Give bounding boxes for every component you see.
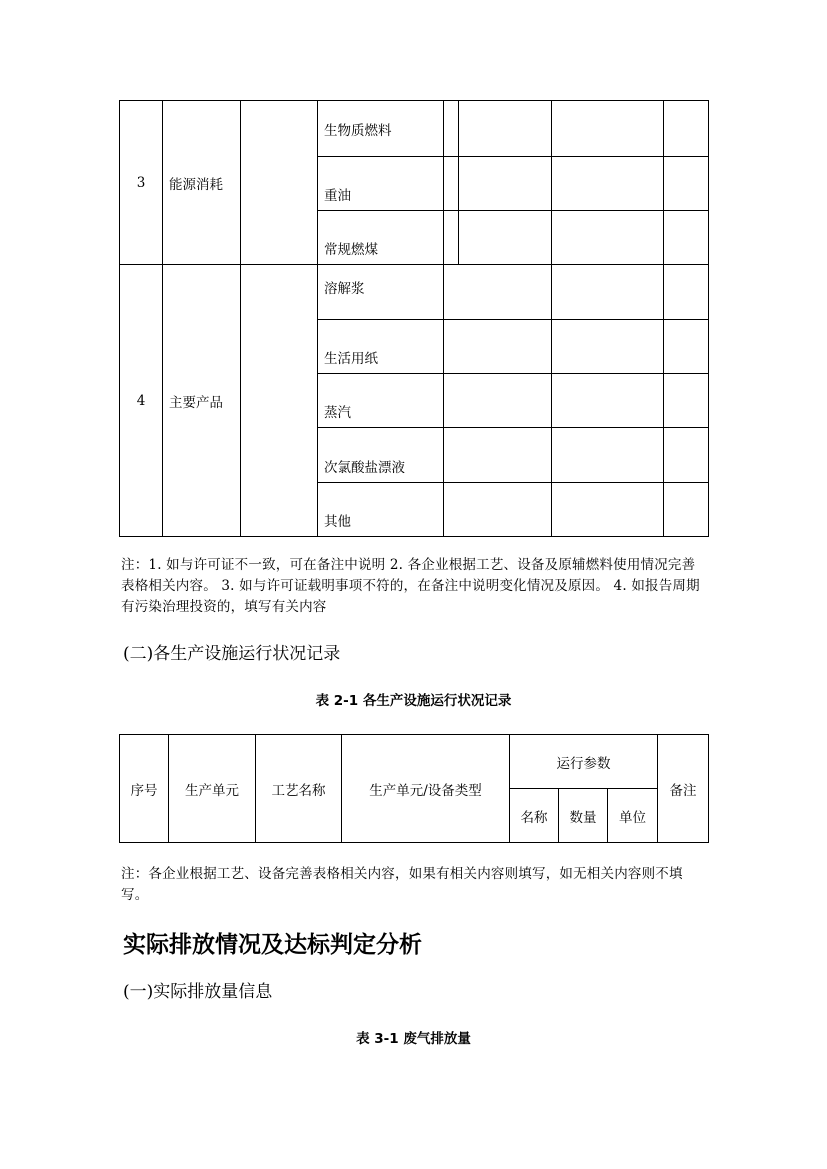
- header-param-qty: 数量: [559, 789, 608, 843]
- table2-note: 注：各企业根据工艺、设备完善表格相关内容，如果有相关内容则填写，如无相关内容则不填写。: [121, 866, 683, 903]
- item-label: 生物质燃料: [318, 101, 444, 157]
- section-heading: (二)各生产设施运行状况记录: [123, 644, 341, 664]
- table-caption: 表 3-1 废气排放量: [356, 1031, 471, 1047]
- header-remark: 备注: [658, 735, 709, 843]
- row-category: 能源消耗: [163, 101, 241, 265]
- item-label: 次氯酸盐漂液: [318, 428, 444, 483]
- row-category: 主要产品: [163, 265, 241, 537]
- header-no: 序号: [120, 735, 169, 843]
- item-label: 常规燃煤: [318, 211, 444, 265]
- table-row: [120, 101, 709, 157]
- table-row: [120, 265, 709, 320]
- section-heading: (一)实际排放量信息: [123, 982, 273, 1002]
- item-label: 重油: [318, 157, 444, 211]
- item-label: 蒸汽: [318, 374, 444, 428]
- header-unit: 生产单元: [169, 735, 256, 843]
- item-label: 其他: [318, 483, 444, 537]
- header-params: 运行参数: [510, 735, 658, 789]
- item-label: 溶解浆: [318, 265, 444, 320]
- header-param-name: 名称: [510, 789, 559, 843]
- facility-status-table: [119, 734, 709, 843]
- row-number: 4: [120, 265, 163, 537]
- header-process: 工艺名称: [256, 735, 342, 843]
- header-param-unit: 单位: [608, 789, 658, 843]
- item-label: 生活用纸: [318, 320, 444, 374]
- resource-table: [119, 100, 709, 537]
- row-number: 3: [120, 101, 163, 265]
- table1-note: 注：1. 如与许可证不一致，可在备注中说明 2. 各企业根据工艺、设备及原辅燃料使用情况完善表格相关内容。 3. 如与许可证载明事项不符的，在备注中说明变化情况及原因。 4. 如报告周期有污染治理投资的，填写有关内容: [121, 557, 700, 615]
- chapter-heading: 实际排放情况及达标判定分析: [123, 932, 422, 958]
- table-caption: 表 2-1 各生产设施运行状况记录: [315, 693, 512, 709]
- table-header-row: [120, 735, 709, 789]
- header-equipment: 生产单元/设备类型: [342, 735, 510, 843]
